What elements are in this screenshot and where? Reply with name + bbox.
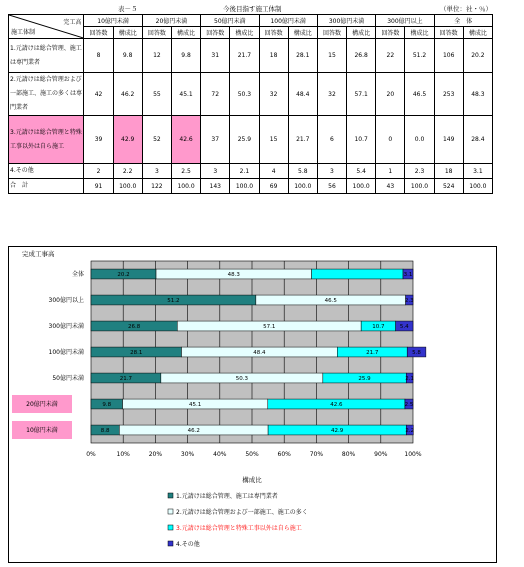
- table-cell: 122: [142, 179, 171, 194]
- table-cell: 37: [201, 116, 230, 164]
- table-cell: 1: [376, 164, 405, 179]
- legend-swatch: [168, 541, 173, 546]
- data-label: 5.4: [399, 324, 409, 330]
- table-cell: 21.7: [230, 39, 259, 73]
- x-tick-label: 70%: [309, 451, 324, 458]
- data-label: 46.2: [187, 428, 200, 434]
- data-label: 48.4: [253, 350, 266, 356]
- table-cell: 10.7: [347, 116, 376, 164]
- table-cell: 46.2: [113, 73, 142, 116]
- table-cell: 48.3: [463, 73, 492, 116]
- table-row: [9, 39, 493, 73]
- sub-header: 構成比: [171, 27, 200, 39]
- row-label: 4.その他: [9, 164, 84, 179]
- row-label: 3.元請けは総合管理と特殊工事以外は自ら施工: [9, 116, 84, 164]
- table-header: [0, 4, 524, 14]
- table-cell: 42: [84, 73, 113, 116]
- data-label: 28.1: [130, 350, 143, 356]
- table-cell: 100.0: [171, 179, 200, 194]
- table-cell: 100.0: [113, 179, 142, 194]
- x-tick-label: 30%: [180, 451, 195, 458]
- corner-top-label: 完工高: [63, 19, 82, 26]
- row-label: 合 計: [9, 179, 84, 194]
- legend-swatch: [168, 525, 173, 530]
- table-cell: 56: [317, 179, 346, 194]
- data-label: 46.5: [324, 298, 337, 304]
- sub-header: 回答数: [434, 27, 463, 39]
- chart-area: [8, 246, 498, 564]
- unit-label: （単位：社・％）: [440, 5, 492, 13]
- x-tick-label: 90%: [374, 451, 388, 458]
- y-tick-label: 20億円未満: [26, 401, 58, 408]
- table-cell: 0.0: [405, 116, 434, 164]
- data-label: 8.8: [100, 428, 110, 434]
- table-row: [9, 116, 493, 164]
- x-tick-label: 40%: [213, 451, 227, 458]
- x-tick-label: 60%: [277, 451, 291, 458]
- table-cell: 100.0: [463, 179, 492, 194]
- table-number: 表－５: [118, 5, 138, 13]
- table-cell: 0: [376, 116, 405, 164]
- data-table: [8, 14, 493, 194]
- table-cell: 100.0: [405, 179, 434, 194]
- data-label: 26.8: [128, 324, 141, 330]
- table-cell: 106: [434, 39, 463, 73]
- data-label: 48.3: [227, 272, 240, 278]
- y-tick-label: 300億円以上: [48, 297, 84, 304]
- table-row: [9, 164, 493, 179]
- table-cell: 15: [259, 116, 288, 164]
- x-axis-label: 構成比: [242, 476, 262, 484]
- data-label: 3.1: [403, 272, 413, 278]
- table-cell: 2.2: [113, 164, 142, 179]
- table-cell: 32: [259, 73, 288, 116]
- data-label: 2.5: [404, 402, 414, 408]
- sub-header: 構成比: [230, 27, 259, 39]
- sub-header: 構成比: [113, 27, 142, 39]
- table-cell: 100.0: [347, 179, 376, 194]
- table-cell: 100.0: [288, 179, 317, 194]
- legend-label: 3.元請けは総合管理と特殊工事以外は自ら施工: [176, 525, 302, 532]
- row-label: 2.元請けは総合管理および一部施工、施工の多くは専門業者: [9, 73, 84, 116]
- data-label: 42.9: [331, 428, 344, 434]
- table-cell: 6: [317, 116, 346, 164]
- data-label: 10.7: [372, 324, 385, 330]
- table-cell: 20.2: [463, 39, 492, 73]
- table-row: [9, 73, 493, 116]
- y-tick-label: 全体: [71, 271, 84, 278]
- table-cell: 45.1: [171, 73, 200, 116]
- table-cell: 100.0: [230, 179, 259, 194]
- legend-swatch: [168, 493, 173, 498]
- data-label: 57.1: [263, 324, 276, 330]
- table-cell: 3: [142, 164, 171, 179]
- sub-header: 回答数: [376, 27, 405, 39]
- table-cell: 2.3: [405, 164, 434, 179]
- table-cell: 18: [434, 164, 463, 179]
- column-header: 全 体: [434, 15, 492, 27]
- data-label: 20.2: [117, 272, 130, 278]
- table-cell: 3.1: [463, 164, 492, 179]
- table-cell: 22: [376, 39, 405, 73]
- data-label: 2.3: [404, 298, 414, 304]
- table-cell: 51.2: [405, 39, 434, 73]
- x-tick-label: 10%: [116, 451, 130, 458]
- x-tick-label: 0%: [86, 451, 96, 458]
- y-tick-label: 100億円未満: [48, 349, 84, 356]
- table-cell: 9.8: [171, 39, 200, 73]
- chart-title: 完成工事高: [22, 250, 55, 258]
- data-label: 42.6: [330, 402, 343, 408]
- y-tick-label: 10億円未満: [26, 427, 58, 434]
- table-cell: 143: [201, 179, 230, 194]
- table-cell: 57.1: [347, 73, 376, 116]
- table-cell: 48.4: [288, 73, 317, 116]
- table-cell: 28.4: [463, 116, 492, 164]
- table-cell: 91: [84, 179, 113, 194]
- table-cell: 43: [376, 179, 405, 194]
- table-cell: 26.8: [347, 39, 376, 73]
- table-cell: 21.7: [288, 116, 317, 164]
- table-cell: 18: [259, 39, 288, 73]
- sub-header: 回答数: [259, 27, 288, 39]
- table-cell: 524: [434, 179, 463, 194]
- sub-header: 構成比: [405, 27, 434, 39]
- table-cell: 55: [142, 73, 171, 116]
- legend-label: 1.元請けは総合管理、施工は専門業者: [176, 493, 278, 500]
- table-row: [9, 179, 493, 194]
- table-cell: 69: [259, 179, 288, 194]
- data-label: 25.9: [358, 376, 371, 382]
- x-tick-label: 20%: [148, 451, 163, 458]
- sub-header: 構成比: [288, 27, 317, 39]
- column-header: 300億円未満: [317, 15, 375, 27]
- table-cell: 3: [201, 164, 230, 179]
- sub-header: 回答数: [84, 27, 113, 39]
- table-cell: 3: [317, 164, 346, 179]
- data-label: 2.1: [405, 376, 414, 382]
- table-cell: 12: [142, 39, 171, 73]
- table-cell: 4: [259, 164, 288, 179]
- x-tick-label: 80%: [341, 451, 356, 458]
- data-label: 2.2: [405, 428, 415, 434]
- sub-header: 回答数: [201, 27, 230, 39]
- table-corner: [9, 15, 84, 39]
- table-cell: 28.1: [288, 39, 317, 73]
- data-label: 5.8: [412, 350, 421, 356]
- data-label: 50.3: [235, 376, 248, 382]
- corner-diagonal: [9, 15, 83, 38]
- table-cell: 5.8: [288, 164, 317, 179]
- row-label: 1.元請けは総合管理、施工は専門業者: [9, 39, 84, 73]
- table-cell: 20: [376, 73, 405, 116]
- table-cell: 2.5: [171, 164, 200, 179]
- data-label: 21.7: [366, 350, 379, 356]
- table-cell: 52: [142, 116, 171, 164]
- corner-bottom-label: 施工体制: [11, 29, 36, 36]
- legend-label: 2.元請けは総合管理および一部施工、施工の多く: [176, 509, 308, 516]
- legend-label: 4.その他: [176, 541, 200, 548]
- sub-header: 回答数: [317, 27, 346, 39]
- column-header: 50億円未満: [201, 15, 259, 27]
- x-tick-label: 100%: [404, 451, 422, 458]
- column-header: 100億円未満: [259, 15, 317, 27]
- table-cell: 5.4: [347, 164, 376, 179]
- table-cell: 25.9: [230, 116, 259, 164]
- x-tick-label: 50%: [245, 451, 259, 458]
- column-header: 20億円未満: [142, 15, 200, 27]
- table-cell: 50.3: [230, 73, 259, 116]
- data-label: 45.1: [189, 402, 202, 408]
- table-cell: 39: [84, 116, 113, 164]
- table-cell: 42.6: [171, 116, 200, 164]
- table-cell: 9.8: [113, 39, 142, 73]
- table-cell: 2.1: [230, 164, 259, 179]
- data-label: 9.8: [102, 402, 112, 408]
- table-cell: 72: [201, 73, 230, 116]
- table-cell: 15: [317, 39, 346, 73]
- table-cell: 46.5: [405, 73, 434, 116]
- y-tick-label: 50億円未満: [52, 375, 84, 382]
- table-cell: 253: [434, 73, 463, 116]
- table-cell: 8: [84, 39, 113, 73]
- table-cell: 42.9: [113, 116, 142, 164]
- data-label: 21.7: [119, 376, 133, 382]
- table-title: 今後目指す施工体制: [223, 5, 282, 13]
- table-cell: 32: [317, 73, 346, 116]
- table-cell: 149: [434, 116, 463, 164]
- sub-header: 回答数: [142, 27, 171, 39]
- sub-header: 構成比: [463, 27, 492, 39]
- legend-swatch: [168, 509, 173, 514]
- table-cell: 2: [84, 164, 113, 179]
- data-label: 51.2: [167, 298, 180, 304]
- sub-header: 構成比: [347, 27, 376, 39]
- y-tick-label: 300億円未満: [48, 323, 84, 330]
- column-header: 300億円以上: [376, 15, 434, 27]
- table-cell: 31: [201, 39, 230, 73]
- bar-segment: [312, 269, 403, 279]
- column-header: 10億円未満: [84, 15, 142, 27]
